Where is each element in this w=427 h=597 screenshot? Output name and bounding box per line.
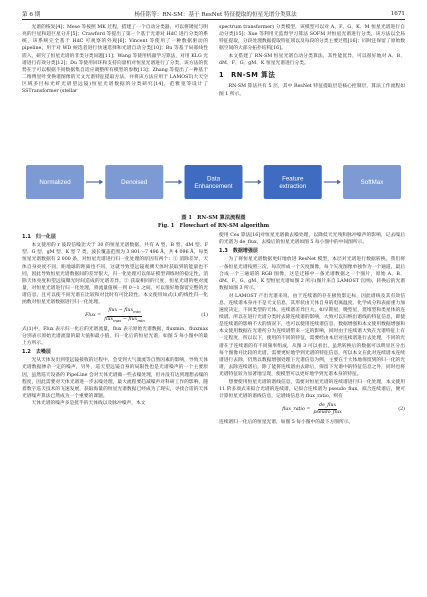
figure-caption-en: Fig. 1 Flowchart of RN-SM algorithm [157,223,270,229]
flow-arrow-head [99,180,103,185]
paragraph: 想要使用恒星光谱的谱线信息，需要对恒星光谱的连续谱进行归一化处理，本文使用 11 阶多项式来拟合光谱的连续谱，记拟合连续谱为 pseudo_flux，拟合连续谱后，便可计算恒星光谱的谱线信息，记谱线信息为 flux_ratio，则有 [219,379,405,400]
equation-numerator: flux − flux$_{min}$ [107,308,141,316]
right-column-bottom [219,232,405,592]
equation-1 [22,308,208,325]
running-header [22,8,405,20]
equation-2 [219,401,405,418]
equation-fraction [104,308,145,324]
flowchart-figure [22,153,405,211]
flow-step-label: Denoised [121,179,148,187]
header-page-number: 1671 [390,10,405,17]
left-column-top [22,24,208,148]
flow-step-label: Normalized [39,179,71,187]
subsection-heading: 1.3 数据增强层 [219,248,258,255]
paragraph: 本文搭建了 RN-SM 恒星光谱自动分类算法，其性能优异，可以很好地对 A、B、dM、F、G、gM、K 恒星光谱进行分类。 [219,53,405,67]
figure-caption-cn: 图 1 RN-SM 算法流程图 [181,215,246,221]
equation-denominator: pseudo_flux [313,410,342,416]
flow-arrow-head [258,180,262,185]
equation-numerator: de_flux [318,403,337,411]
paragraph: 对 LAMOST 产出光谱来说，由于连续谱的存在极致影定标，因此谱线及其有效信息，连续谱本身并不是天文信息，其形状由天体自身的电离温度、化学成分和表面重力加速度决定，不同类型的天体，连续谱差异巨大，如早期星，晚型星，烧堆型和类星体的连续谱。所以在进行光谱分类时去除连续谱的影响，大致可以归纳出谱线的特征信息，即使是连续谱的影响不大的情况下，也可以使用连续谱信息，数据增强和本文使用数据增强和本文使用数据在光谱所分为连续谱带来一定的影响，同时由于连续谱大致在光谱特征上有一定程度，所以以下，使用的不同的特征，需要经由本层对连续谱进行去处理，不同的光谱在于连续谱的有不同频率组成，从图 3 可以看出，虽然转换后的数据可以明显区分出每个图像并比较的光谱，需要更好地学到光谱的特征信息，所以本文在此对连续谱本连续谱进行去除，仍然以数据增强处理下光谱信息为例，主要在于大体地保留到的归一化的光谱，去除连续谱后，除了能将连续谱由去除后，保留下光谱中的特征信息之外，同时也将光谱特征较为显著地呈现，使模型可以更好地学到光谱本身的特征。 [219,293,405,378]
flow-step-label: Feature extraction [279,175,307,190]
right-column-top [219,24,405,148]
paragraph: 光从天体发出到望远镜接收的过程中，会受到大气湍流等自然因素的影响，导致天体光谱数据掺杂一定的噪声，另外，巡天望远镜自身的局限性也是光谱噪声的一个主要原因，虽然巡天设备的 PipeLine 会对天体光谱做一些去噪处理，但并没有达到理想去噪的程度，因此需要对天体光谱进一步去噪处理，最大流程要趋减噪声对科研工作的影响，随着数字巡天技术的飞速发展，获取海量的恒星光谱数据已经成为了现实，寻找合适的天体光谱噪声算法已然成为一个重要的课题。 [22,358,208,399]
section-heading: 1 RN-SM 算法 [219,71,276,80]
subsection-heading: 1.2 去噪层 [22,349,51,356]
flow-step-label: SoftMax [360,179,384,187]
equation-fraction [313,403,342,417]
paragraph: 式(1)中，Flux 表示归一化后的光谱流量，flux 表示原始光谱数据，fluxmin、fluxmax 分别表示原始光谱流量的最大值和最小值，归一化后的恒星光谱，如图 5 每小图中的最上方所示。 [22,326,208,346]
flow-arrow-head [179,180,183,185]
paragraph: 连续谱归一化后的恒星光谱，如图 5 每小图中的最下方图所示。 [219,420,354,426]
equation-number: (2) [398,407,405,413]
equation-denominator: flux$_{max}$ − flux$_{min}$ [104,316,145,323]
equation-number: (1) [201,313,208,319]
paragraph: 本文使用的 r 波段信噪比大于 30 的恒星光谱数据，共有 A 型、B 型、dM 型、F 型、G 型、gM 型、K 型 7 类，波长覆盖范围为 3 801～7 496 Å，共 4 096 Å，每类恒星光谱数据有 2 000 条，对恒星光谱进行归一化处理的原因有两个：① 消除差异，天体自身亮度不同，距地球的距离也不同，这就导致望远镜观测天体时获取到的能量也不同，因此导致恒星光谱数据间的差异很大，归一化处理可以保证模型训练时的稳定性，消除天体亮度和望远镜曝光时间造成的光谱差异。② 获取相同的尺度，恒星光谱的绝对流量，对恒星光谱进行归一化处理，将流量值统一到 0～1 之间，可以很好地保留完整的光谱信息，且可以使不同光谱在比较和对比时有可比较性。本文使用如式(1)的线性归一化函数对恒星光谱数据进行归一化处理。 [22,243,208,306]
subsection-heading: 1.1 归一化层 [22,234,56,240]
flow-step-label: Data Enhancement [194,175,233,190]
equation-lhs: flux_ratio = [282,407,311,413]
paragraph: spectrum transformer) 分类模型，该模型可以对 A、F、G、K、M 恒星光谱进行自动分类[15]；Xue 等利用无监督学习算法 SOFM 对恒星光谱进行分类，该方法以全局特征提取，分段处理数据提取特征项以及每段的分类主要过程[16]；同时还保留了原始数据空间的大部分拓扑结构[16]。 [219,25,405,52]
left-column-bottom [22,232,208,592]
paragraph: 使用 Ces 算法[16]对恒星光谱做去噪处理，以降低天光残和脉冲噪声的影响，记去噪后的光谱为 de_flux，去噪后的恒星光谱如图 5 每小图中的中间图所示。 [219,233,405,246]
paragraph: 光谱的恢复[4]；Mese 等按照 MK 过程，搭建了一个自动分类器，可以将矮星与明亮的巨星和超巨星分开[5]；Crawford 等提出了第一个基于光谱对 HdC 进行分类的系统，该系统完全基于 HdC 可观察的外观[6]；Vincent 等使用了一种数据驱动的 pipeline，用于对 WD 候选者进行快速选择和光谱自动分类[10]；Bu 等基于局部线性嵌入，研究了恒星光谱的非类分类问题[11]；Wang 等使用机器学习算法，对用 KLG 光谱进行有效分类[12]；Du 等使用回环和支持向量机对恒星光谱进行了分类，该方法的优势在于可以根据不同数据集自适应调整所有模型的参数[13]；Zhang 等提出了一种基于二维傅里叶变换谱图像的天文光谱特征提取方法，并将该方法应用于 LAMOST(大天空区域多目标光纤光谱望远镜)恒星光谱数据的分类研究[14]，范雅宽等设计了 SSTransformer (stellar [22,25,208,95]
paragraph: 为了将恒星光谱数据更好地放进 ResNet 模型，本层对光谱进行数据转换。我们将一条恒星光谱按照三次，每次形成一个矢度图像，每个矢度图像单独作为一个通道，最后合成一个三通道的 RGB 图像，这是迁移中一条光谱数据之一个图片，原始 A、B、dM、F、G、gM、K 型恒星光谱如图 2 所示(图片来自 LAMOST 官网)，转换后的光谱数据如图 3 所示。 [219,257,405,292]
header-issue: 第 6 期 [22,11,41,18]
paragraph: 天体光谱的噪声多是扰乎的天体线以及脉冲噪声，本文 [31,401,146,407]
header-title: 杨佳铭等：RN-SM：基于 ResNet 特征提取的恒星光谱分类算法 [134,11,297,18]
equation-lhs: Flux = [85,313,102,319]
flow-arrow-head [337,180,341,185]
paragraph: RN-SM 算法共有 5 层，其中 ResNet 特征提取层是核心控制层，算法工作流程如图 1 所示。 [219,84,405,97]
